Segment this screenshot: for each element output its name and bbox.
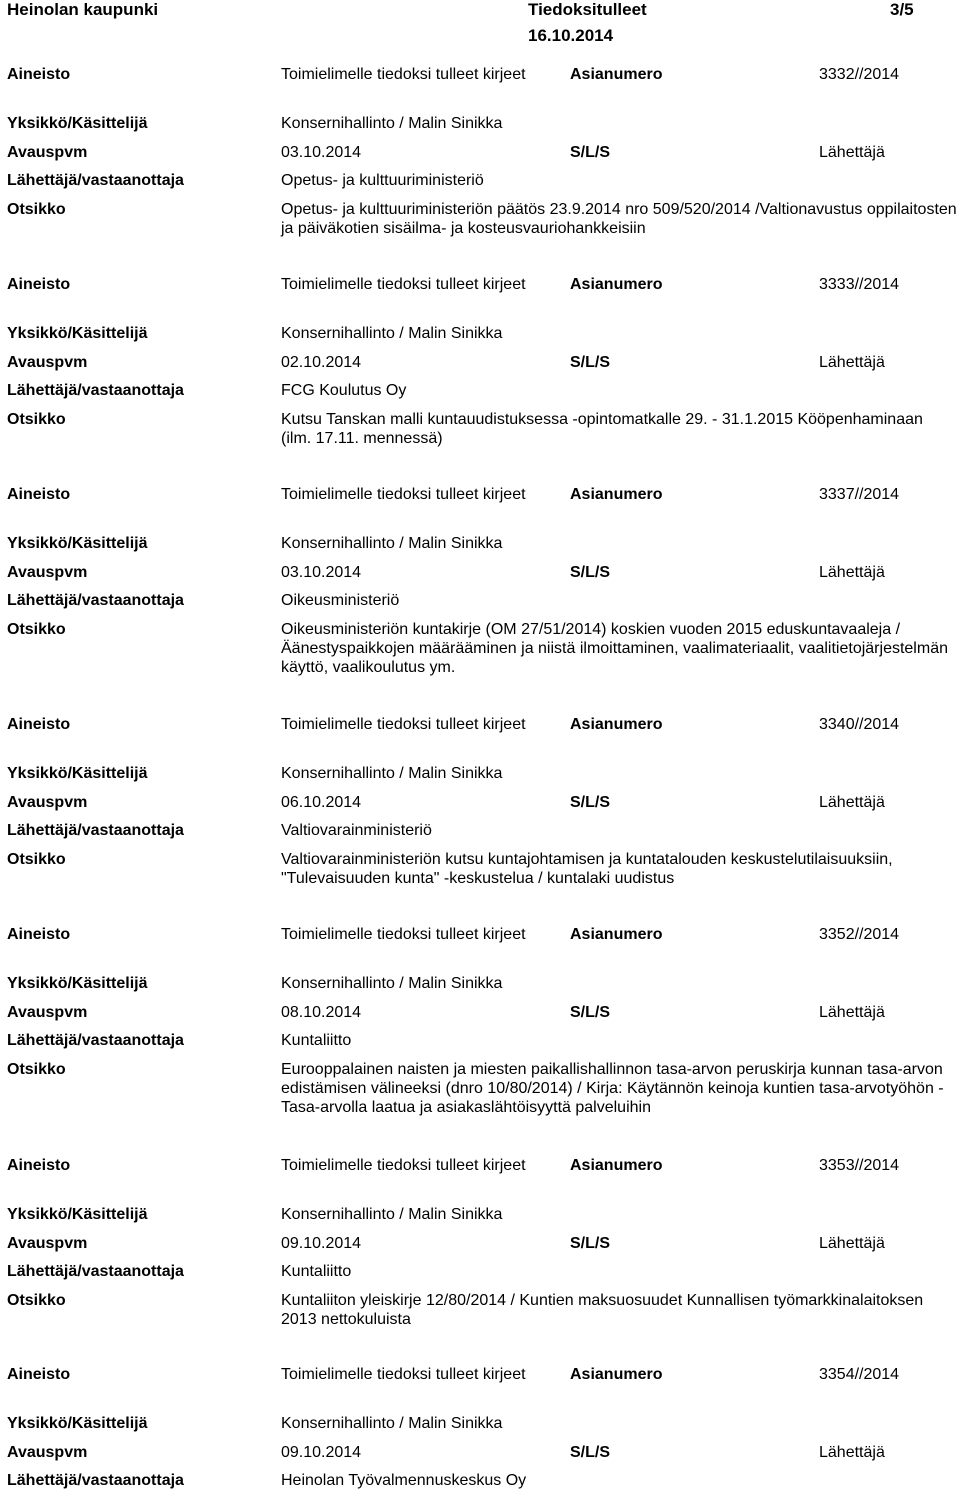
asianumero-value: 3332//2014 [819, 66, 900, 83]
asianumero-value: 3337//2014 [819, 486, 900, 503]
avauspvm-label: Avauspvm [7, 354, 88, 371]
yksikko-label: Yksikkö/Käsittelijä [7, 325, 148, 342]
vastaanottaja-label: Lähettäjä/vastaanottaja [7, 1263, 184, 1280]
otsikko-label: Otsikko [7, 621, 66, 638]
avauspvm-label: Avauspvm [7, 1235, 88, 1252]
lahettaja-label: Lähettäjä [819, 144, 885, 161]
otsikko-value: Kutsu Tanskan malli kuntauudistuksessa -opintomatkalle 29. - 31.1.2015 Kööpenhaminaan (ilm. 17.11. mennessä) [281, 411, 923, 447]
avauspvm-label: Avauspvm [7, 1004, 88, 1021]
vastaanottaja-label: Lähettäjä/vastaanottaja [7, 822, 184, 839]
lahettaja-label: Lähettäjä [819, 1444, 885, 1461]
asianumero-label: Asianumero [570, 716, 663, 733]
aineisto-value: Toimielimelle tiedoksi tulleet kirjeet [281, 66, 526, 83]
lahettaja-label: Lähettäjä [819, 794, 885, 811]
asianumero-label: Asianumero [570, 926, 663, 943]
otsikko-label: Otsikko [7, 851, 66, 868]
sls-label: S/L/S [570, 144, 611, 161]
aineisto-value: Toimielimelle tiedoksi tulleet kirjeet [281, 1366, 526, 1383]
otsikko-value: Eurooppalainen naisten ja miesten paikallishallinnon tasa-arvon peruskirja kunnan tasa-arvon edistämisen välineeksi (dnro 10/80/2014) / Kirja: Käytännön keinoja kuntien tasa-arvotyöhön - Tasa-arvolla laatua ja asiakaslähtöisyyttä palveluihin [281, 1061, 944, 1116]
lahettaja-label: Lähettäjä [819, 1235, 885, 1252]
yksikko-label: Yksikkö/Käsittelijä [7, 1415, 148, 1432]
avauspvm-label: Avauspvm [7, 794, 88, 811]
aineisto-value: Toimielimelle tiedoksi tulleet kirjeet [281, 276, 526, 293]
avauspvm-value: 02.10.2014 [281, 354, 362, 371]
vastaanottaja-value: Kuntaliitto [281, 1032, 352, 1049]
otsikko-value: Kuntaliiton yleiskirje 12/80/2014 / Kuntien maksuosuudet Kunnallisen työmarkkinalaitoksen 2013 nettokuluista [281, 1292, 924, 1328]
document-title: Tiedoksitulleet [528, 0, 647, 19]
aineisto-label: Aineisto [7, 276, 71, 293]
aineisto-label: Aineisto [7, 1366, 71, 1383]
aineisto-value: Toimielimelle tiedoksi tulleet kirjeet [281, 486, 526, 503]
yksikko-label: Yksikkö/Käsittelijä [7, 975, 148, 992]
avauspvm-value: 09.10.2014 [281, 1444, 362, 1461]
yksikko-value: Konsernihallinto / Malin Sinikka [281, 765, 503, 782]
aineisto-value: Toimielimelle tiedoksi tulleet kirjeet [281, 1157, 526, 1174]
otsikko-label: Otsikko [7, 411, 66, 428]
asianumero-label: Asianumero [570, 486, 663, 503]
asianumero-value: 3340//2014 [819, 716, 900, 733]
aineisto-label: Aineisto [7, 66, 71, 83]
vastaanottaja-value: Kuntaliitto [281, 1263, 352, 1280]
vastaanottaja-value: Opetus- ja kulttuuriministeriö [281, 172, 484, 189]
yksikko-label: Yksikkö/Käsittelijä [7, 535, 148, 552]
avauspvm-value: 03.10.2014 [281, 564, 362, 581]
yksikko-value: Konsernihallinto / Malin Sinikka [281, 325, 503, 342]
sls-label: S/L/S [570, 354, 611, 371]
otsikko-value: Valtiovarainministeriön kutsu kuntajohtamisen ja kuntatalouden keskustelutilaisuuksiin, "Tulevaisuuden kunta" -keskustelua / kuntalaki uudistus [281, 851, 893, 887]
vastaanottaja-value: Valtiovarainministeriö [281, 822, 432, 839]
yksikko-label: Yksikkö/Käsittelijä [7, 1206, 148, 1223]
sls-label: S/L/S [570, 564, 611, 581]
vastaanottaja-value: FCG Koulutus Oy [281, 382, 407, 399]
page-number: 3/5 [890, 0, 914, 19]
asianumero-value: 3353//2014 [819, 1157, 900, 1174]
asianumero-value: 3352//2014 [819, 926, 900, 943]
yksikko-label: Yksikkö/Käsittelijä [7, 765, 148, 782]
avauspvm-value: 09.10.2014 [281, 1235, 362, 1252]
yksikko-value: Konsernihallinto / Malin Sinikka [281, 115, 503, 132]
otsikko-label: Otsikko [7, 1061, 66, 1078]
asianumero-label: Asianumero [570, 1366, 663, 1383]
asianumero-label: Asianumero [570, 66, 663, 83]
asianumero-label: Asianumero [570, 276, 663, 293]
otsikko-value: Opetus- ja kulttuuriministeriön päätös 23.9.2014 nro 509/520/2014 /Valtionavustus oppilaitosten ja päiväkotien sisäilma- ja kosteusvauriohankkeisiin [281, 201, 957, 237]
avauspvm-value: 06.10.2014 [281, 794, 362, 811]
otsikko-label: Otsikko [7, 1292, 66, 1309]
avauspvm-label: Avauspvm [7, 564, 88, 581]
lahettaja-label: Lähettäjä [819, 354, 885, 371]
sls-label: S/L/S [570, 1004, 611, 1021]
vastaanottaja-label: Lähettäjä/vastaanottaja [7, 1032, 184, 1049]
otsikko-value: Oikeusministeriön kuntakirje (OM 27/51/2014) koskien vuoden 2015 eduskuntavaaleja / Äänestyspaikkojen määrääminen ja niistä ilmoittaminen, vaalimateriaalit, vaalitietojärjestelmän käyttö, vaalikoulutus ym. [281, 621, 948, 676]
avauspvm-value: 03.10.2014 [281, 144, 362, 161]
aineisto-label: Aineisto [7, 1157, 71, 1174]
avauspvm-value: 08.10.2014 [281, 1004, 362, 1021]
aineisto-label: Aineisto [7, 486, 71, 503]
avauspvm-label: Avauspvm [7, 1444, 88, 1461]
yksikko-label: Yksikkö/Käsittelijä [7, 115, 148, 132]
vastaanottaja-label: Lähettäjä/vastaanottaja [7, 1472, 184, 1489]
yksikko-value: Konsernihallinto / Malin Sinikka [281, 1206, 503, 1223]
vastaanottaja-value: Oikeusministeriö [281, 592, 400, 609]
yksikko-value: Konsernihallinto / Malin Sinikka [281, 1415, 503, 1432]
vastaanottaja-value: Heinolan Työvalmennuskeskus Oy [281, 1472, 527, 1489]
aineisto-value: Toimielimelle tiedoksi tulleet kirjeet [281, 716, 526, 733]
asianumero-value: 3354//2014 [819, 1366, 900, 1383]
vastaanottaja-label: Lähettäjä/vastaanottaja [7, 172, 184, 189]
yksikko-value: Konsernihallinto / Malin Sinikka [281, 535, 503, 552]
aineisto-label: Aineisto [7, 926, 71, 943]
asianumero-label: Asianumero [570, 1157, 663, 1174]
aineisto-value: Toimielimelle tiedoksi tulleet kirjeet [281, 926, 526, 943]
sls-label: S/L/S [570, 1444, 611, 1461]
organization-name: Heinolan kaupunki [7, 0, 159, 19]
avauspvm-label: Avauspvm [7, 144, 88, 161]
sls-label: S/L/S [570, 1235, 611, 1252]
vastaanottaja-label: Lähettäjä/vastaanottaja [7, 592, 184, 609]
otsikko-label: Otsikko [7, 201, 66, 218]
asianumero-value: 3333//2014 [819, 276, 900, 293]
vastaanottaja-label: Lähettäjä/vastaanottaja [7, 382, 184, 399]
aineisto-label: Aineisto [7, 716, 71, 733]
document-date: 16.10.2014 [528, 26, 614, 45]
sls-label: S/L/S [570, 794, 611, 811]
yksikko-value: Konsernihallinto / Malin Sinikka [281, 975, 503, 992]
lahettaja-label: Lähettäjä [819, 564, 885, 581]
lahettaja-label: Lähettäjä [819, 1004, 885, 1021]
